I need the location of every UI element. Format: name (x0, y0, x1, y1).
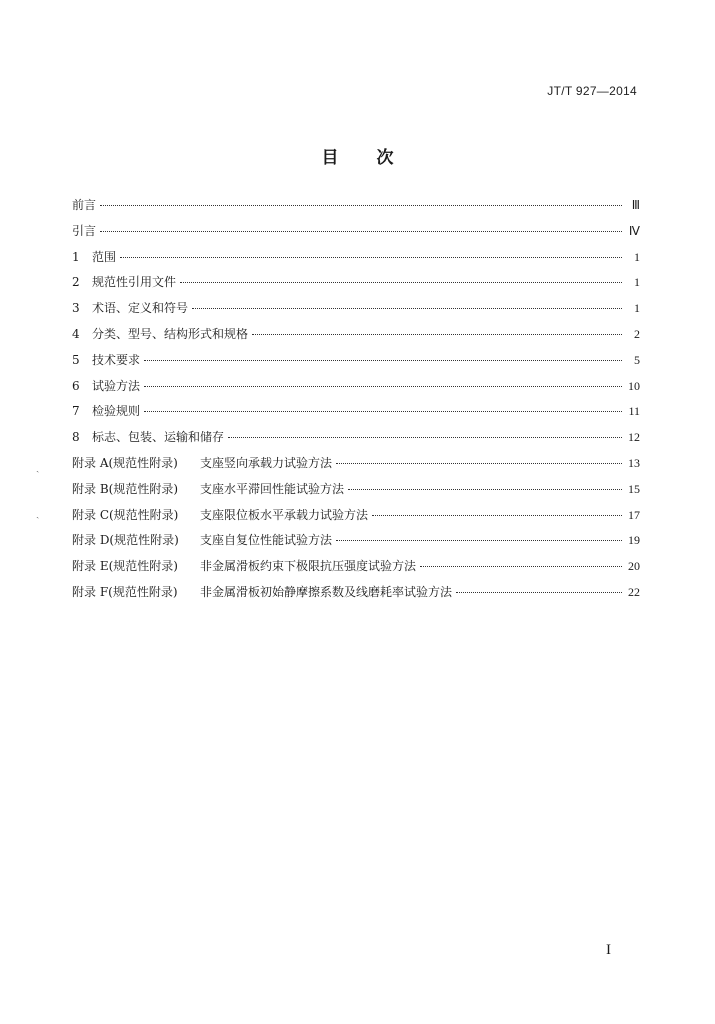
dot-leader (120, 257, 622, 258)
toc-entry-page: Ⅲ (631, 198, 640, 212)
toc-entry[interactable] (72, 222, 640, 248)
toc-appendix-prefix: 附录 B(规范性附录) (72, 481, 178, 496)
toc-entry-label: 技术要求 (92, 352, 141, 367)
toc-entry-page: 11 (628, 404, 640, 419)
toc-entry-label: 标志、包装、运输和储存 (92, 430, 225, 445)
dot-leader (144, 411, 622, 412)
toc-entry-number: 6 (72, 378, 80, 393)
toc-entry-page: Ⅳ (628, 223, 640, 238)
toc-entry-label: 引言 (72, 223, 97, 238)
document-code: JT/T 927—2014 (547, 84, 637, 98)
toc-entry-label: 术语、定义和符号 (92, 301, 189, 316)
toc-entry-label: 前言 (72, 198, 97, 212)
dot-leader (144, 386, 622, 387)
margin-mark: ˏ (36, 508, 40, 519)
toc-entry[interactable] (72, 583, 640, 609)
dot-leader (336, 540, 622, 541)
toc-entry-number: 2 (72, 275, 80, 290)
toc-entry-label: 检验规则 (92, 404, 141, 419)
toc-entry-number: 7 (72, 404, 80, 419)
toc-entry-page: 2 (634, 326, 640, 341)
toc-entry-label: 非金属滑板约束下极限抗压强度试验方法 (200, 559, 417, 574)
toc-entry-number: 5 (72, 352, 80, 367)
dot-leader (348, 489, 622, 490)
toc-entry-label: 支座水平滞回性能试验方法 (200, 481, 345, 496)
toc-entry-page: 13 (628, 455, 640, 470)
page-title: 目次 (321, 148, 432, 168)
dot-leader (252, 334, 622, 335)
toc-appendix-prefix: 附录 F(规范性附录) (72, 584, 178, 599)
toc-entry[interactable] (72, 480, 640, 506)
toc-entry[interactable] (72, 428, 640, 454)
dot-leader (456, 592, 622, 593)
toc-entry[interactable] (72, 299, 640, 325)
toc-entry-number: 1 (72, 249, 80, 264)
dot-leader (192, 308, 622, 309)
dot-leader (180, 282, 622, 283)
toc-entry[interactable] (72, 506, 640, 532)
toc-entry-page: 1 (634, 275, 640, 290)
toc-entry-page: 22 (628, 584, 640, 599)
toc-entry-page: 20 (628, 559, 640, 574)
toc-entry[interactable] (72, 351, 640, 377)
toc-entry[interactable] (72, 248, 640, 274)
dot-leader (100, 205, 622, 206)
toc-entry-label: 分类、型号、结构形式和规格 (92, 326, 249, 341)
toc-entry-number: 4 (72, 326, 80, 341)
toc-entry-label: 试验方法 (92, 378, 141, 393)
toc-entry-label: 规范性引用文件 (92, 275, 177, 290)
dot-leader (100, 231, 622, 232)
toc-entry[interactable] (72, 557, 640, 583)
toc-entry[interactable] (72, 325, 640, 351)
toc-entry[interactable] (72, 454, 640, 480)
toc-entry-page: 12 (628, 430, 640, 445)
toc-entry[interactable] (72, 196, 640, 222)
toc-entry-number: 8 (72, 430, 80, 445)
toc-entry-label: 支座竖向承载力试验方法 (200, 455, 333, 470)
toc-entry-page: 10 (628, 378, 640, 393)
toc-entry-label: 范围 (92, 249, 117, 264)
toc-entry[interactable] (72, 402, 640, 428)
toc-appendix-prefix: 附录 D(规范性附录) (72, 533, 179, 548)
margin-mark: ˏ (36, 462, 40, 473)
dot-leader (336, 463, 622, 464)
toc-entry-page: 1 (634, 301, 640, 316)
dot-leader (228, 437, 622, 438)
toc-entry-page: 1 (634, 249, 640, 264)
toc-entry-page: 15 (628, 481, 640, 496)
toc-entry[interactable] (72, 531, 640, 557)
toc-entry[interactable] (72, 377, 640, 403)
toc-entry-number: 3 (72, 301, 80, 316)
toc-entry[interactable] (72, 273, 640, 299)
page-number: I (606, 942, 611, 958)
dot-leader (144, 360, 622, 361)
dot-leader (372, 515, 622, 516)
dot-leader (420, 566, 622, 567)
toc-appendix-prefix: 附录 E(规范性附录) (72, 559, 178, 574)
table-of-contents (72, 196, 640, 609)
toc-entry-page: 5 (634, 352, 640, 367)
toc-entry-label: 支座自复位性能试验方法 (200, 533, 333, 548)
toc-entry-page: 17 (628, 507, 640, 522)
toc-appendix-prefix: 附录 A(规范性附录) (72, 455, 178, 470)
toc-entry-label: 非金属滑板初始静摩擦系数及线磨耗率试验方法 (200, 584, 453, 599)
toc-entry-page: 19 (628, 533, 640, 548)
toc-entry-label: 支座限位板水平承载力试验方法 (200, 507, 369, 522)
toc-appendix-prefix: 附录 C(规范性附录) (72, 507, 179, 522)
